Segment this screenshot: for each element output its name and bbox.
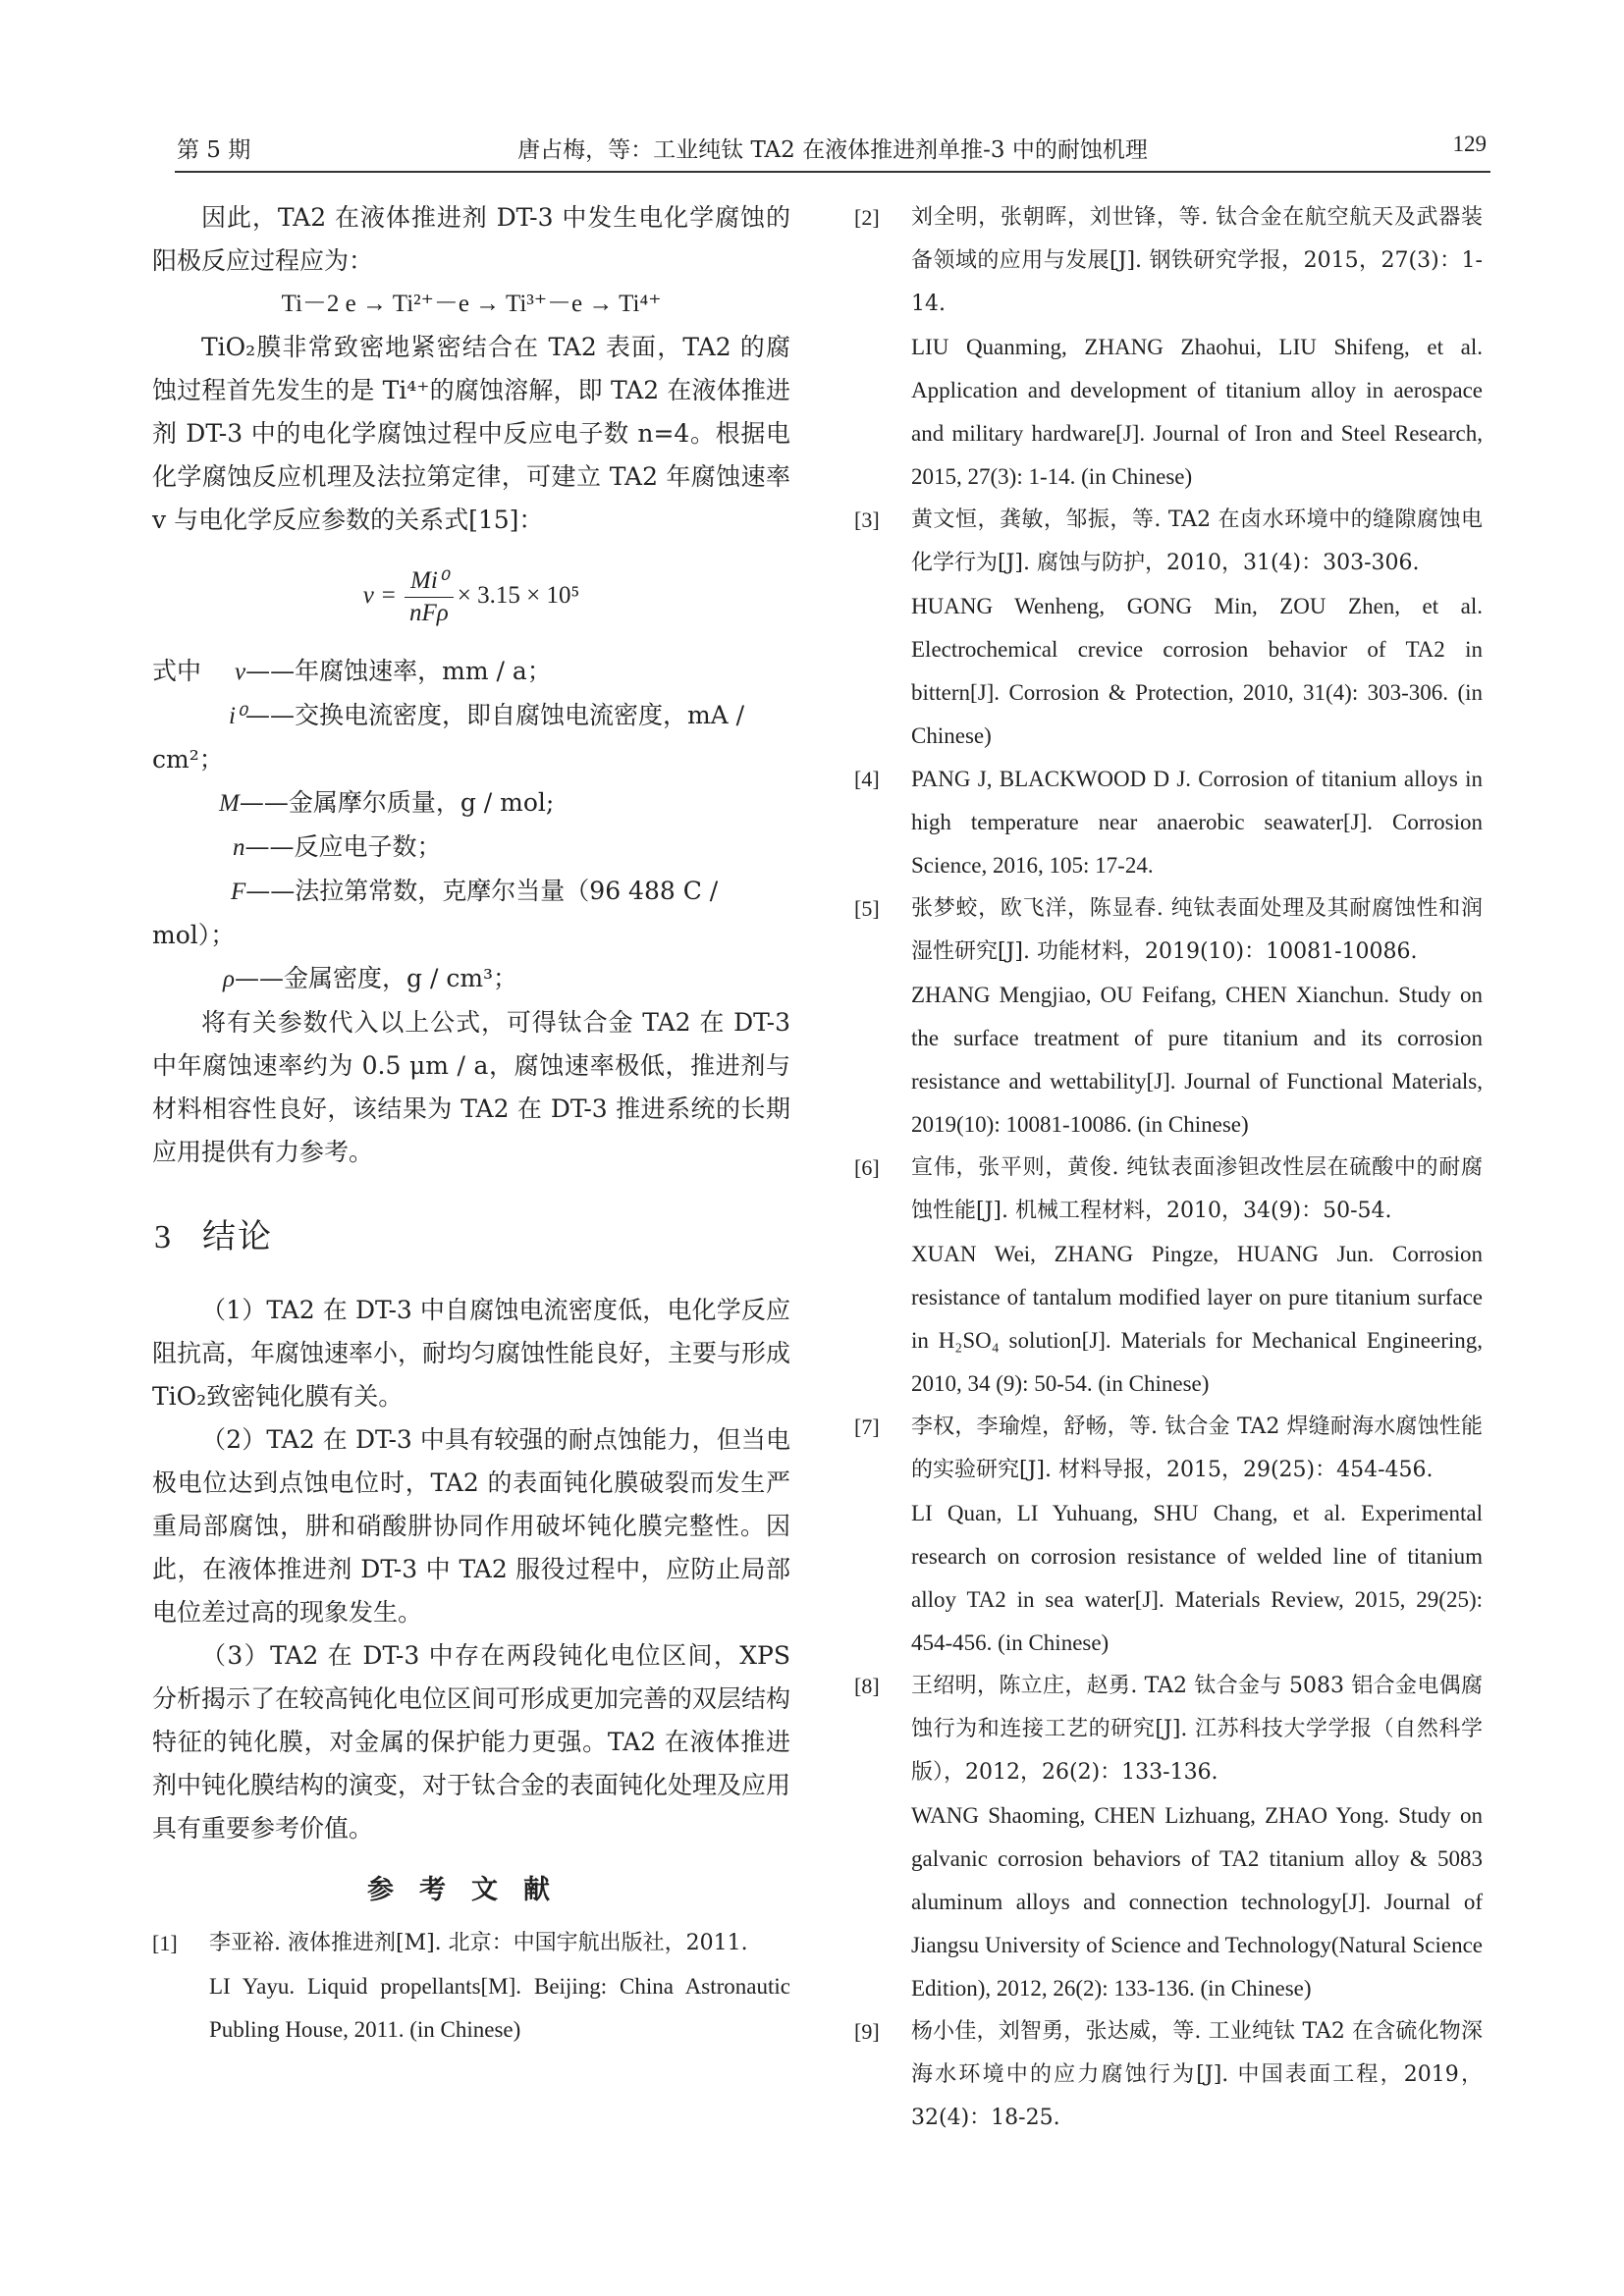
definition-row — [152, 870, 790, 957]
reference-item — [854, 499, 1483, 758]
reference-cn: 李权，李瑜煌，舒畅，等. 钛合金 TA2 焊缝耐海水腐蚀性能的实验研究[J]. 材料导报，2015，29(25)：454-456. — [911, 1415, 1483, 1482]
reference-cn: 王绍明，陈立庄，赵勇. TA2 钛合金与 5083 铝合金电偶腐蚀行为和连接工艺的研究[J]. 江苏科技大学学报（自然科学版），2012，26(2)：133-136. — [911, 1674, 1483, 1785]
definition-symbol: M — [219, 790, 240, 817]
definition-text: ——金属密度，g / cm³； — [235, 964, 518, 992]
reference-cn: 刘全明，张朝晖，刘世锋，等. 钛合金在航空航天及武器装备领域的应用与发展[J]. 钢铁研究学报，2015，27(3)：1-14. — [911, 205, 1483, 316]
reference-item — [854, 887, 1483, 1147]
reference-en: HUANG Wenheng, GONG Min, ZOU Zhen, et al. Electrochemical crevice corrosion behavior of TA2 in bittern[J]. Corrosion & Protection, 2010, 31(4): 303-306. (in Chinese) — [911, 594, 1483, 748]
corrosion-rate-formula — [152, 542, 790, 650]
conclusion-3: （3）TA2 在 DT-3 中存在两段钝化电位区间，XPS 分析揭示了在较高钝化电位区间可形成更加完善的双层结构特征的钝化膜，对金属的保护能力更强。TA2 在液体推进剂中钝化膜结构的演变，对于钛合金的表面钝化处理及应用具有重要参考价值。 — [152, 1641, 791, 1842]
reference-cn: 张梦蛟，欧飞洋，陈显春. 纯钛表面处理及其耐腐蚀性和润湿性研究[J]. 功能材料，2019(10)：10081-10086. — [911, 896, 1483, 964]
reference-en: ZHANG Mengjiao, OU Feifang, CHEN Xianchun. Study on the surface treatment of pure titanium and its corrosion resistance and wettability[J]. Journal of Functional Materials, 2019(10): 10081-10086. (in Chinese) — [911, 983, 1483, 1137]
reference-en: WANG Shaoming, CHEN Lizhuang, ZHAO Yong. Study on galvanic corrosion behaviors of TA2 titanium alloy & 5083 aluminum alloys and connection technology[J]. Journal of Jiangsu University of Science and Technology(Natural Science Edition), 2012, 26(2): 133-136. (in Chinese) — [911, 1803, 1483, 2001]
definition-row — [152, 694, 790, 781]
formula-numerator: Mi⁰ — [405, 565, 454, 598]
definition-symbol: F — [231, 879, 246, 905]
conclusion-2: （2）TA2 在 DT-3 中具有较强的耐点蚀能力，但当电极电位达到点蚀电位时，TA2 的表面钝化膜破裂而发生严重局部腐蚀，肼和硝酸肼协同作用破坏钝化膜完整性。因此，在液体推进剂 DT-3 中 TA2 服役过程中，应防止局部电位差过高的现象发生。 — [152, 1425, 790, 1627]
formula-rhs: × 3.15 × 10⁵ — [457, 582, 580, 609]
reference-en: PANG J, BLACKWOOD D J. Corrosion of titanium alloys in high temperature near anaerobic seawater[J]. Corrosion Science, 2016, 105: 17-24. — [911, 767, 1483, 878]
reference-number: [5] — [854, 896, 880, 921]
reference-cn: 黄文恒，龚敏，邹振，等. TA2 在卤水环境中的缝隙腐蚀电化学行为[J]. 腐蚀与防护，2010，31(4)：303-306. — [911, 507, 1483, 575]
definition-symbol: ρ — [223, 966, 235, 992]
running-title: 唐占梅，等：工业纯钛 TA2 在液体推进剂单推-3 中的耐蚀机理 — [517, 137, 1148, 163]
reference-en: LIU Quanming, ZHANG Zhaohui, LIU Shifeng, et al. Application and development of titanium alloy in aerospace and military hardware[J]. Journal of Iron and Steel Research, 2015, 27(3): 1-14. (in Chinese) — [911, 335, 1483, 489]
reference-number: [1] — [152, 1931, 178, 1955]
section-number: 3 — [154, 1219, 173, 1255]
variable-definitions — [152, 650, 790, 1001]
reference-item — [152, 1922, 790, 2052]
reference-item — [854, 2010, 1483, 2140]
definition-prefix: 式中 — [152, 657, 202, 685]
left-column — [152, 196, 790, 2052]
definition-text: ——法拉第常数，克摩尔当量（96 488 C / mol）； — [152, 877, 719, 949]
reference-item — [854, 196, 1483, 499]
definition-text: ——金属摩尔质量，g / mol; — [239, 788, 555, 817]
definition-text: ——年腐蚀速率，mm / a； — [245, 657, 552, 685]
reference-number: [3] — [854, 507, 880, 532]
reference-number: [4] — [854, 767, 880, 791]
definition-symbol: v — [235, 659, 246, 685]
formula-lhs: v = — [362, 582, 397, 609]
running-header — [175, 132, 1490, 173]
reference-item — [854, 1406, 1483, 1665]
definition-row — [152, 957, 790, 1001]
reference-cn: 宣伟，张平则，黄俊. 纯钛表面渗钽改性层在硫酸中的耐腐蚀性能[J]. 机械工程材料，2010，34(9)：50-54. — [911, 1155, 1483, 1223]
reference-number: [2] — [854, 205, 880, 230]
reference-en: XUAN Wei, ZHANG Pingze, HUANG Jun. Corrosion resistance of tantalum modified layer on pure titanium surface in H₂SO₄ solution[J]. Materials for Mechanical Engineering, 2010, 34 (9): 50-54. (in Chinese) — [911, 1242, 1483, 1396]
reference-number: [8] — [854, 1674, 880, 1698]
right-column — [854, 196, 1483, 2140]
definition-symbol: n — [233, 834, 245, 861]
page-number: 129 — [1452, 132, 1487, 156]
paragraph-electron-number: TiO₂膜非常致密地紧密结合在 TA2 表面，TA2 的腐蚀过程首先发生的是 Ti⁴⁺的腐蚀溶解，即 TA2 在液体推进剂 DT-3 中的电化学腐蚀过程中反应电子数 n=4。根据电化学腐蚀反应机理及法拉第定律，可建立 TA2 年腐蚀速率 v 与电化学反应参数的关系式[15]： — [152, 333, 790, 534]
section-title: 结论 — [202, 1217, 273, 1256]
section-heading — [154, 1209, 790, 1257]
reference-item — [854, 758, 1483, 887]
reference-item — [854, 1147, 1483, 1406]
reference-en: LI Yayu. Liquid propellants[M]. Beijing: China Astronautic Publing House, 2011. (in Chinese) — [209, 1974, 790, 2042]
reaction-equation: Ti－2 e → Ti²⁺－e → Ti³⁺－e → Ti⁴⁺ — [281, 291, 662, 317]
reference-en: LI Quan, LI Yuhuang, SHU Chang, et al. Experimental research on corrosion resistance of welded line of titanium alloy TA2 in sea water[J]. Materials Review, 2015, 29(25): 454-456. (in Chinese) — [911, 1501, 1483, 1655]
reference-number: [9] — [854, 2019, 880, 2044]
definition-row — [152, 826, 790, 870]
conclusion-1: （1）TA2 在 DT-3 中自腐蚀电流密度低，电化学反应阻抗高，年腐蚀速率小，耐均匀腐蚀性能良好，主要与形成 TiO₂致密钝化膜有关。 — [152, 1296, 791, 1411]
reference-cn: 杨小佳，刘智勇，张达威，等. 工业纯钛 TA2 在含硫化物深海水环境中的应力腐蚀行为[J]. 中国表面工程，2019，32(4)：18-25. — [911, 2019, 1483, 2130]
definition-text: ——反应电子数； — [244, 832, 442, 861]
definition-row — [152, 781, 790, 826]
reference-number: [7] — [854, 1415, 880, 1439]
reference-cn: 李亚裕. 液体推进剂[M]. 北京：中国宇航出版社，2011. — [209, 1931, 748, 1955]
reference-item — [854, 1665, 1483, 2010]
paragraph-result: 将有关参数代入以上公式，可得钛合金 TA2 在 DT-3 中年腐蚀速率约为 0.5 μm / a，腐蚀速率极低，推进剂与材料相容性良好，该结果为 TA2 在 DT-3 推进系统的长期应用提供有力参考。 — [152, 1008, 790, 1166]
references-heading: 参考文献 — [367, 1875, 575, 1905]
issue-number: 第 5 期 — [177, 137, 251, 163]
definition-text: ——交换电流密度，即自腐蚀电流密度，mA / cm²； — [152, 701, 745, 774]
formula-fraction — [405, 565, 454, 627]
reference-number: [6] — [854, 1155, 880, 1180]
formula-denominator: nFρ — [409, 599, 449, 626]
definition-symbol: i⁰ — [229, 703, 245, 729]
definition-row — [152, 650, 790, 694]
paragraph-anodic-reaction: 因此，TA2 在液体推进剂 DT-3 中发生电化学腐蚀的阳极反应过程应为： — [152, 203, 790, 275]
